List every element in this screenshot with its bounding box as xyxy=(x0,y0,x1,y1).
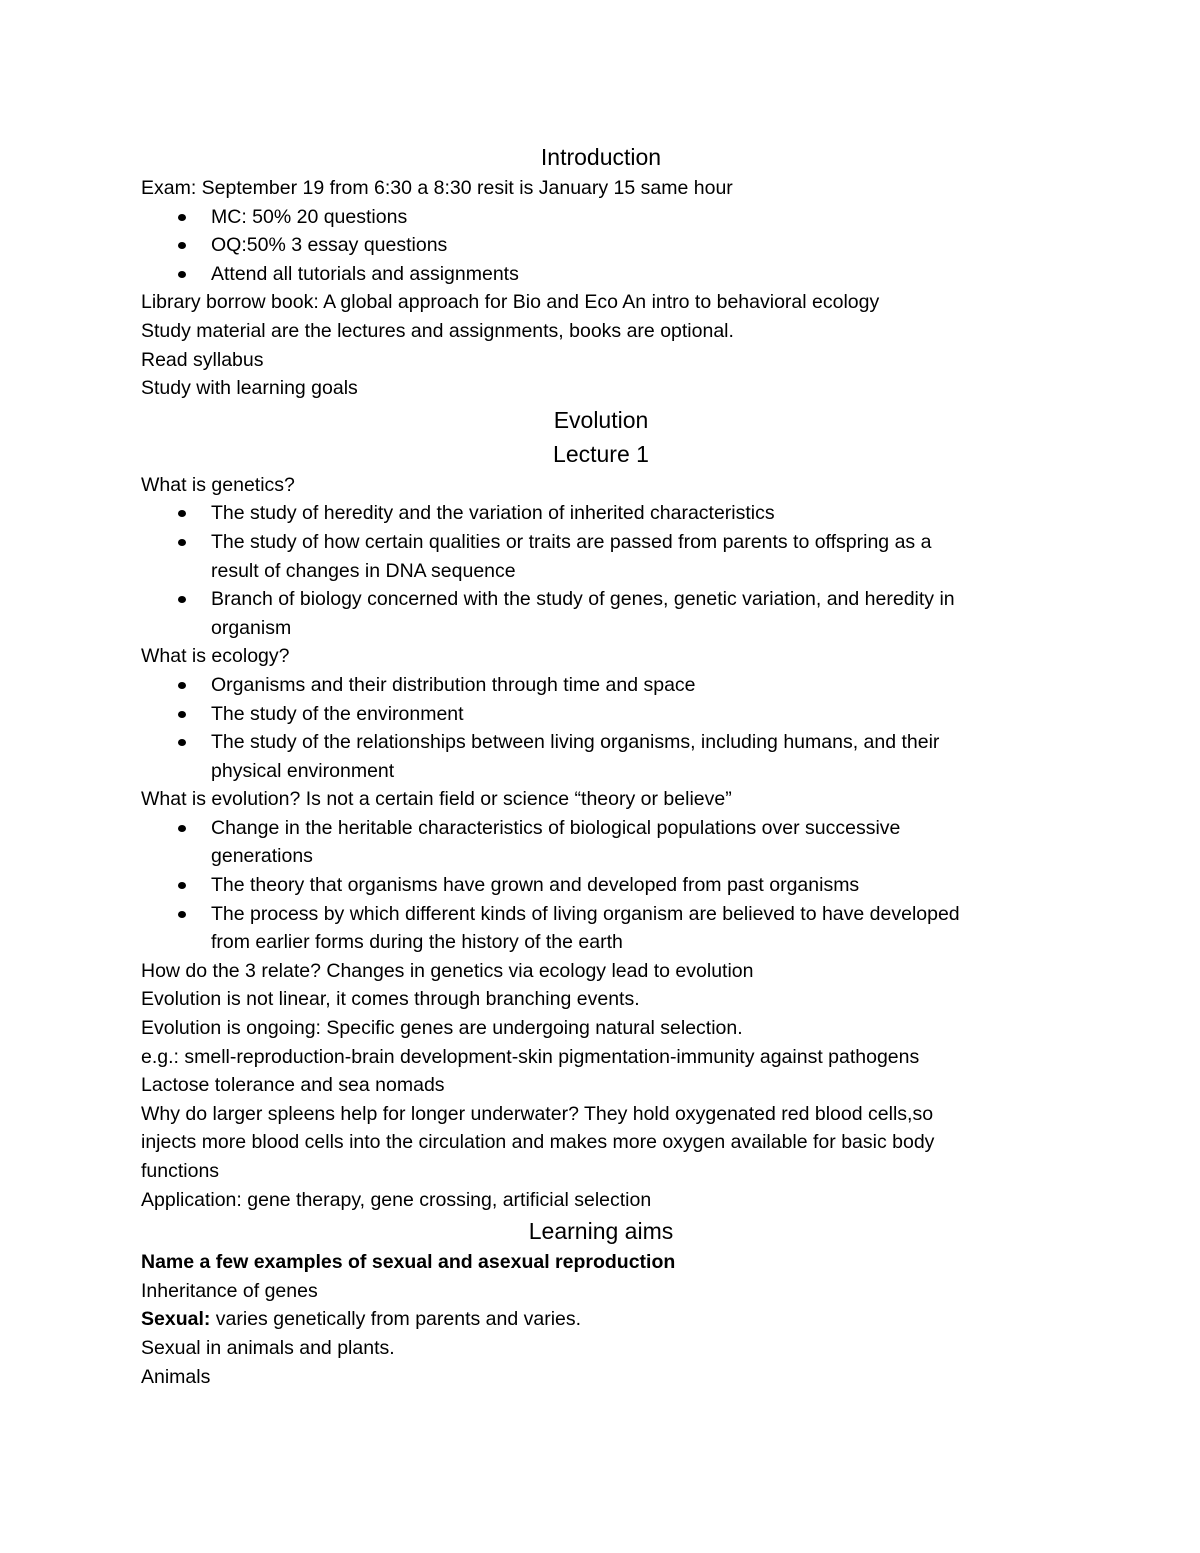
sexual-text: varies genetically from parents and varies. xyxy=(210,1308,582,1331)
list-item-continuation: physical environment xyxy=(211,759,395,782)
relation-line: How do the 3 relate? Changes in genetics via ecology lead to evolution xyxy=(141,959,754,982)
animals-line: Animals xyxy=(141,1365,211,1388)
ecology-question: What is ecology? xyxy=(141,645,290,668)
application-line: Application: gene therapy, gene crossing, artificial selection xyxy=(141,1188,652,1211)
list-item: The theory that organisms have grown and developed from past organisms xyxy=(141,871,1061,900)
learning-aim-question: Name a few examples of sexual and asexual reproduction xyxy=(141,1251,676,1274)
exam-line: Exam: September 19 from 6:30 a 8:30 resit is January 15 same hour xyxy=(141,177,733,199)
bullet-icon xyxy=(178,242,186,249)
list-item: The study of the environment xyxy=(141,700,1061,729)
list-item: The study of heredity and the variation of inherited characteristics xyxy=(141,499,1061,528)
list-item: The process by which different kinds of living organism are believed to have developed xyxy=(141,900,1061,929)
bullet-icon xyxy=(178,739,186,746)
bullet-icon xyxy=(178,539,186,546)
genetics-question: What is genetics? xyxy=(141,473,295,496)
heading-learning-aims: Learning aims xyxy=(528,1218,674,1245)
library-line: Library borrow book: A global approach for Bio and Eco An intro to behavioral ecology xyxy=(141,291,880,314)
document-page xyxy=(141,140,1061,1391)
list-item: The study of the relationships between living organisms, including humans, and their xyxy=(141,728,1061,757)
study-material-line: Study material are the lectures and assignments, books are optional. xyxy=(141,319,734,342)
bullet-icon xyxy=(178,711,186,718)
spleen-line-2: injects more blood cells into the circulation and makes more oxygen available for basic body xyxy=(141,1131,935,1154)
ongoing-line: Evolution is ongoing: Specific genes are undergoing natural selection. xyxy=(141,1017,743,1040)
list-item-continuation: generations xyxy=(211,845,313,868)
list-item: Organisms and their distribution through time and space xyxy=(141,671,1061,700)
heading-introduction: Introduction xyxy=(540,144,662,170)
list-item-continuation: organism xyxy=(211,616,292,639)
sexual-label: Sexual: xyxy=(141,1308,211,1331)
evolution-bullet-list xyxy=(141,814,1061,957)
bullet-icon xyxy=(178,882,186,889)
genetics-bullet-list xyxy=(141,499,1061,642)
list-item-continuation: from earlier forms during the history of the earth xyxy=(211,931,623,954)
intro-bullet-list xyxy=(141,203,1061,289)
evolution-question: What is evolution? Is not a certain field or science “theory or believe” xyxy=(141,788,732,811)
spleen-line-3: functions xyxy=(141,1160,220,1182)
heading-evolution: Evolution xyxy=(553,406,649,433)
read-syllabus-line: Read syllabus xyxy=(141,348,264,371)
bullet-icon xyxy=(178,596,186,603)
heading-lecture-1: Lecture 1 xyxy=(553,440,649,467)
sexual-line xyxy=(141,1305,1061,1334)
list-item: Branch of biology concerned with the study of genes, genetic variation, and heredity in xyxy=(141,585,1061,614)
bullet-icon xyxy=(178,682,186,689)
list-item: Change in the heritable characteristics of biological populations over successive xyxy=(141,814,1061,843)
list-item: Attend all tutorials and assignments xyxy=(141,260,1061,289)
lactose-line: Lactose tolerance and sea nomads xyxy=(141,1074,445,1097)
bullet-icon xyxy=(178,911,186,918)
sexual-line-2: Sexual in animals and plants. xyxy=(141,1336,395,1359)
inheritance-line: Inheritance of genes xyxy=(141,1279,318,1302)
learning-goals-line: Study with learning goals xyxy=(141,377,358,400)
ecology-bullet-list xyxy=(141,671,1061,785)
branching-line: Evolution is not linear, it comes through branching events. xyxy=(141,988,640,1011)
examples-line: e.g.: smell-reproduction-brain development-skin pigmentation-immunity against pathogens xyxy=(141,1045,920,1068)
list-item: The study of how certain qualities or traits are passed from parents to offspring as a xyxy=(141,528,1061,557)
bullet-icon xyxy=(178,510,186,517)
list-item: OQ:50% 3 essay questions xyxy=(141,231,1061,260)
bullet-icon xyxy=(178,271,186,278)
list-item-continuation: result of changes in DNA sequence xyxy=(211,559,516,582)
spleen-line-1: Why do larger spleens help for longer underwater? They hold oxygenated red blood cells,so xyxy=(141,1102,934,1125)
list-item: MC: 50% 20 questions xyxy=(141,203,1061,232)
bullet-icon xyxy=(178,214,186,221)
bullet-icon xyxy=(178,825,186,832)
